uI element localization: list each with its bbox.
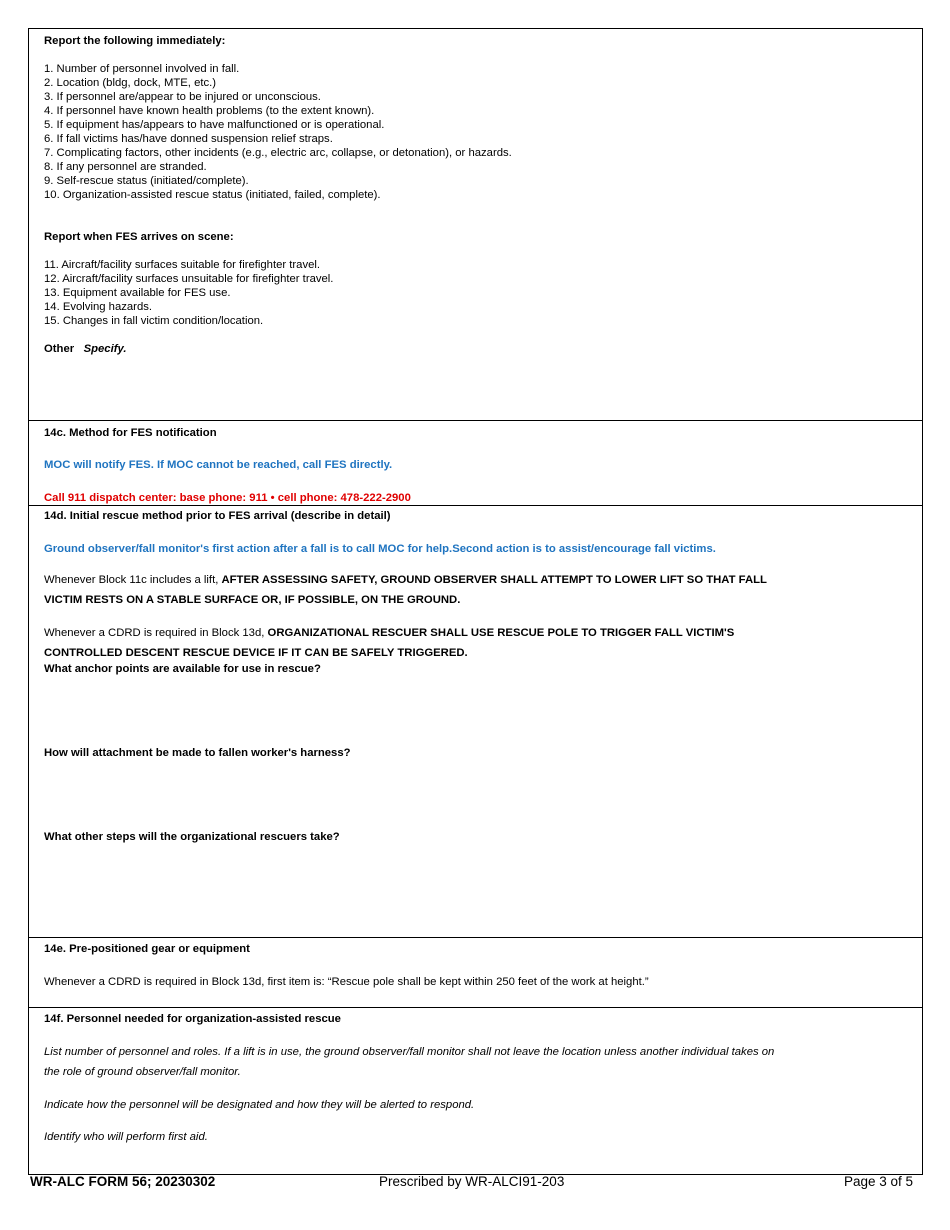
form-frame [28, 28, 923, 1175]
question-anchor: What anchor points are available for use in rescue? [44, 663, 321, 675]
personnel-line2: the role of ground observer/fall monitor. [44, 1066, 241, 1078]
lift-prefix: Whenever Block 11c includes a lift, [44, 574, 222, 586]
fes-heading: Report when FES arrives on scene: [44, 231, 234, 243]
list-item: 8. If any personnel are stranded. [44, 161, 207, 173]
list-item: 12. Aircraft/facility surfaces unsuitable for firefighter travel. [44, 273, 334, 285]
first-action-notice: Ground observer/fall monitor's first action after a fall is to call MOC for help.Second action is to assist/encourage fall victims. [44, 543, 716, 555]
section-14f [29, 1007, 922, 1174]
page-number: Page 3 of 5 [843, 1174, 913, 1189]
list-item: 6. If fall victims has/have donned suspension relief straps. [44, 133, 333, 145]
list-item: 11. Aircraft/facility surfaces suitable for firefighter travel. [44, 259, 321, 271]
other-line [44, 342, 126, 356]
lift-instruction-line1 [44, 573, 767, 587]
list-item: 14. Evolving hazards. [44, 301, 153, 313]
list-item: 15. Changes in fall victim condition/location. [44, 315, 264, 327]
moc-notice: MOC will notify FES. If MOC cannot be reached, call FES directly. [44, 459, 393, 471]
list-item: 4. If personnel have known health problems (to the extent known). [44, 105, 375, 117]
cdrd-prefix: Whenever a CDRD is required in Block 13d, [44, 627, 268, 639]
list-item: 3. If personnel are/appear to be injured or unconscious. [44, 91, 321, 103]
prescribed-by: Prescribed by WR-ALCI91-203 [379, 1174, 565, 1189]
personnel-line3: Indicate how the personnel will be designated and how they will be alerted to respond. [44, 1099, 475, 1111]
cdrd-caps-1: ORGANIZATIONAL RESCUER SHALL USE RESCUE POLE TO TRIGGER FALL VICTIM'S [267, 627, 735, 639]
dispatch-phone: Call 911 dispatch center: base phone: 911 • cell phone: 478-222-2900 [44, 492, 411, 504]
list-item: 1. Number of personnel involved in fall. [44, 63, 240, 75]
form-id: WR-ALC FORM 56; 20230302 [30, 1174, 216, 1189]
section-title: 14f. Personnel needed for organization-assisted rescue [44, 1013, 341, 1025]
list-item: 13. Equipment available for FES use. [44, 287, 231, 299]
list-item: 2. Location (bldg, dock, MTE, etc.) [44, 77, 217, 89]
page-footer [30, 1174, 913, 1192]
section-14e [29, 937, 922, 1007]
list-item: 5. If equipment has/appears to have malfunctioned or is operational. [44, 119, 385, 131]
section-title: 14c. Method for FES notification [44, 427, 217, 439]
cdrd-instruction-line1 [44, 626, 734, 640]
lift-caps-1: AFTER ASSESSING SAFETY, GROUND OBSERVER SHALL ATTEMPT TO LOWER LIFT SO THAT FALL [221, 574, 767, 586]
rescue-pole-note: Whenever a CDRD is required in Block 13d, first item is: “Rescue pole shall be kept within 250 feet of the work at height.” [44, 976, 649, 988]
other-label: Other [44, 343, 75, 355]
cdrd-instruction-line2: CONTROLLED DESCENT RESCUE DEVICE IF IT CAN BE SAFELY TRIGGERED. [44, 647, 468, 659]
section-14d [29, 505, 922, 937]
question-other-steps: What other steps will the organizational rescuers take? [44, 831, 340, 843]
section-14c [29, 420, 922, 505]
list-item: 7. Complicating factors, other incidents (e.g., electric arc, collapse, or detonation), or hazards. [44, 147, 512, 159]
list-item: 10. Organization-assisted rescue status (initiated, failed, complete). [44, 189, 381, 201]
lift-instruction-line2: VICTIM RESTS ON A STABLE SURFACE OR, IF POSSIBLE, ON THE GROUND. [44, 594, 461, 606]
list-item: 9. Self-rescue status (initiated/complete). [44, 175, 249, 187]
section-title: 14d. Initial rescue method prior to FES arrival (describe in detail) [44, 510, 391, 522]
section-title: 14e. Pre-positioned gear or equipment [44, 943, 250, 955]
personnel-line4: Identify who will perform first aid. [44, 1131, 208, 1143]
personnel-line1: List number of personnel and roles. If a lift is in use, the ground observer/fall monitor shall not leave the location unless another individual takes on [44, 1046, 775, 1058]
report-heading: Report the following immediately: [44, 35, 226, 47]
other-specify: Specify. [83, 343, 127, 355]
report-section [29, 29, 922, 420]
question-attachment: How will attachment be made to fallen worker's harness? [44, 747, 351, 759]
